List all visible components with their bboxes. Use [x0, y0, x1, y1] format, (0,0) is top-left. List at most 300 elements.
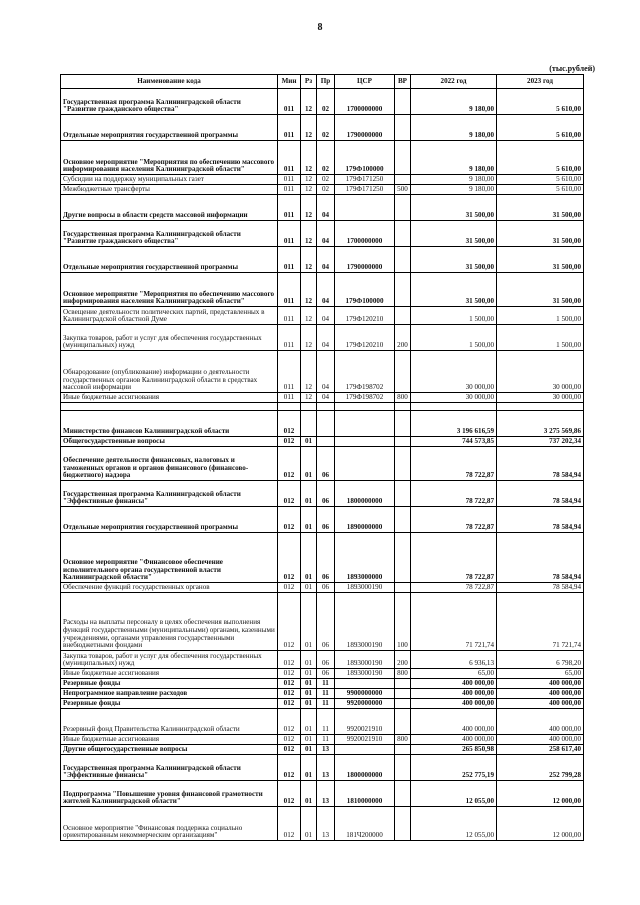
row-min: 011: [278, 325, 301, 351]
table-row: [61, 393, 584, 403]
table-row: [61, 89, 584, 115]
row-rz: 12: [301, 141, 317, 175]
row-csr: 179Ф171250: [335, 185, 395, 195]
row-pr: 02: [317, 141, 335, 175]
row-amount-2022: 9 180,00: [411, 175, 497, 185]
row-pr: 11: [317, 679, 335, 689]
table-row: [61, 533, 584, 583]
table-row: [61, 755, 584, 781]
row-amount-2022: 12 055,00: [411, 807, 497, 841]
row-vr: [395, 689, 411, 699]
row-csr: 1893000190: [335, 593, 395, 651]
row-name: Иные бюджетные ассигнования: [61, 669, 278, 679]
row-pr: [317, 437, 335, 447]
row-csr: 9900000000: [335, 689, 395, 699]
row-csr: 1893000190: [335, 583, 395, 593]
row-csr: 179Ф198702: [335, 351, 395, 393]
row-amount-2023: 78 584,94: [497, 507, 584, 533]
row-vr: [395, 679, 411, 689]
row-min: 011: [278, 141, 301, 175]
row-csr: [335, 411, 395, 437]
row-amount-2022: 31 500,00: [411, 247, 497, 273]
row-min: 012: [278, 411, 301, 437]
row-rz: 01: [301, 651, 317, 669]
row-vr: 500: [395, 185, 411, 195]
row-amount-2022: 65,00: [411, 669, 497, 679]
row-rz: 01: [301, 699, 317, 709]
table-row: [61, 807, 584, 841]
row-amount-2022: 12 055,00: [411, 781, 497, 807]
row-csr: 1893000190: [335, 669, 395, 679]
row-rz: 12: [301, 221, 317, 247]
row-amount-2022: 78 722,87: [411, 533, 497, 583]
row-pr: 06: [317, 669, 335, 679]
row-min: 012: [278, 735, 301, 745]
row-csr: 1700000000: [335, 89, 395, 115]
row-name: Резервный фонд Правительства Калининградской области: [61, 709, 278, 735]
row-amount-2023: 71 721,74: [497, 593, 584, 651]
row-name: Иные бюджетные ассигнования: [61, 393, 278, 403]
table-row: [61, 411, 584, 437]
row-name: Непрограммное направление расходов: [61, 689, 278, 699]
row-name: Обеспечение деятельности финансовых, налоговых и таможенных органов и органов финансового (финансово-бюджетного) надзора: [61, 447, 278, 481]
row-vr: [395, 307, 411, 325]
row-vr: [395, 273, 411, 307]
row-amount-2022: 6 936,13: [411, 651, 497, 669]
row-rz: 01: [301, 745, 317, 755]
row-name: Министерство финансов Калининградской области: [61, 411, 278, 437]
table-header: [61, 75, 584, 89]
table-row: [61, 735, 584, 745]
row-min: 012: [278, 447, 301, 481]
row-name: Субсидии на поддержку муниципальных газет: [61, 175, 278, 185]
header-name: Наименование кода: [61, 75, 278, 89]
row-name: Закупка товаров, работ и услуг для обеспечения государственных (муниципальных) нужд: [61, 651, 278, 669]
row-vr: [395, 781, 411, 807]
table-row: [61, 221, 584, 247]
header-pr: Пр: [317, 75, 335, 89]
row-csr: [335, 437, 395, 447]
row-amount-2022: 78 722,87: [411, 583, 497, 593]
row-rz: 01: [301, 669, 317, 679]
row-amount-2023: 737 202,34: [497, 437, 584, 447]
spacer-cell: [335, 403, 395, 411]
row-csr: 1800000000: [335, 755, 395, 781]
row-vr: [395, 89, 411, 115]
spacer-cell: [61, 403, 278, 411]
row-rz: 12: [301, 393, 317, 403]
row-pr: 04: [317, 351, 335, 393]
row-amount-2022: 9 180,00: [411, 89, 497, 115]
row-rz: 01: [301, 437, 317, 447]
row-name: Основное мероприятие "Финансовая поддержка социально ориентированным некоммерческим организациям": [61, 807, 278, 841]
table-row: [61, 507, 584, 533]
table-row: [61, 709, 584, 735]
row-amount-2022: 31 500,00: [411, 221, 497, 247]
row-vr: [395, 533, 411, 583]
spacer-cell: [317, 403, 335, 411]
row-amount-2022: 9 180,00: [411, 115, 497, 141]
row-amount-2022: 30 000,00: [411, 351, 497, 393]
row-amount-2022: 1 500,00: [411, 325, 497, 351]
row-name: Резервные фонды: [61, 699, 278, 709]
table-row: [61, 195, 584, 221]
row-amount-2023: 5 610,00: [497, 115, 584, 141]
row-min: 012: [278, 437, 301, 447]
table-row: [61, 583, 584, 593]
row-csr: [335, 447, 395, 481]
table-row: [61, 307, 584, 325]
row-vr: [395, 481, 411, 507]
table-row: [61, 699, 584, 709]
row-amount-2023: 31 500,00: [497, 273, 584, 307]
row-name: Другие общегосударственные вопросы: [61, 745, 278, 755]
row-rz: 01: [301, 583, 317, 593]
row-min: 011: [278, 307, 301, 325]
row-pr: 06: [317, 507, 335, 533]
row-rz: 12: [301, 247, 317, 273]
table-row: [61, 781, 584, 807]
row-name: Освещение деятельности политических партий, представленных в Калининградской областной Думе: [61, 307, 278, 325]
row-csr: 1893000190: [335, 651, 395, 669]
row-amount-2023: 258 617,40: [497, 745, 584, 755]
row-vr: [395, 709, 411, 735]
row-amount-2023: 78 584,94: [497, 447, 584, 481]
row-pr: 13: [317, 781, 335, 807]
row-amount-2023: 30 000,00: [497, 393, 584, 403]
row-pr: 04: [317, 273, 335, 307]
row-csr: 179Ф171250: [335, 175, 395, 185]
table-row: [61, 437, 584, 447]
row-vr: 800: [395, 735, 411, 745]
row-rz: 01: [301, 679, 317, 689]
row-name: Другие вопросы в области средств массовой информации: [61, 195, 278, 221]
row-rz: 01: [301, 807, 317, 841]
row-min: 011: [278, 175, 301, 185]
row-vr: [395, 745, 411, 755]
row-vr: [395, 437, 411, 447]
row-name: Основное мероприятие "Мероприятия по обеспечению массового информирования населения Калининградской области": [61, 273, 278, 307]
row-amount-2023: 1 500,00: [497, 325, 584, 351]
table-row: [61, 689, 584, 699]
row-amount-2023: 400 000,00: [497, 679, 584, 689]
table-row: [61, 115, 584, 141]
row-pr: 11: [317, 735, 335, 745]
row-rz: 01: [301, 689, 317, 699]
spacer-cell: [395, 403, 411, 411]
row-vr: [395, 807, 411, 841]
spacer-cell: [278, 403, 301, 411]
row-name: Обеспечение функций государственных органов: [61, 583, 278, 593]
row-name: Общегосударственные вопросы: [61, 437, 278, 447]
row-amount-2022: 3 196 616,59: [411, 411, 497, 437]
row-amount-2022: 400 000,00: [411, 689, 497, 699]
header-rz: Рз: [301, 75, 317, 89]
row-min: 012: [278, 507, 301, 533]
row-csr: 179Ф120210: [335, 307, 395, 325]
page-number: 8: [317, 22, 323, 33]
table-row: [61, 447, 584, 481]
row-vr: [395, 351, 411, 393]
spacer-cell: [301, 403, 317, 411]
table-body: [61, 89, 584, 841]
row-rz: [301, 411, 317, 437]
row-name: Иные бюджетные ассигнования: [61, 735, 278, 745]
row-amount-2023: 12 000,00: [497, 781, 584, 807]
row-name: Государственная программа Калининградской области "Эффективные финансы": [61, 755, 278, 781]
row-pr: 06: [317, 447, 335, 481]
row-rz: 01: [301, 507, 317, 533]
table-row: [61, 141, 584, 175]
row-min: 011: [278, 221, 301, 247]
row-min: 011: [278, 185, 301, 195]
row-vr: [395, 195, 411, 221]
units-label: (тыс.рублей): [549, 64, 595, 73]
header-csr: ЦСР: [335, 75, 395, 89]
table-row: [61, 185, 584, 195]
row-amount-2022: 78 722,87: [411, 447, 497, 481]
row-vr: [395, 411, 411, 437]
spacer-cell: [497, 403, 584, 411]
row-csr: 1890000000: [335, 507, 395, 533]
row-csr: 1700000000: [335, 221, 395, 247]
row-name: Отдельные мероприятия государственной программы: [61, 507, 278, 533]
row-name: Обнародование (опубликование) информации о деятельности государственных органов Калининградской области в средствах массовой информации: [61, 351, 278, 393]
row-amount-2022: 78 722,87: [411, 481, 497, 507]
row-amount-2023: 5 610,00: [497, 141, 584, 175]
row-min: 011: [278, 351, 301, 393]
row-csr: 1790000000: [335, 247, 395, 273]
row-rz: 12: [301, 195, 317, 221]
row-amount-2022: 744 573,85: [411, 437, 497, 447]
row-csr: [335, 679, 395, 689]
row-vr: [395, 447, 411, 481]
row-amount-2023: 5 610,00: [497, 185, 584, 195]
row-amount-2023: 78 584,94: [497, 583, 584, 593]
row-pr: 04: [317, 307, 335, 325]
row-amount-2023: 31 500,00: [497, 221, 584, 247]
row-pr: 02: [317, 185, 335, 195]
table-row: [61, 593, 584, 651]
row-min: 012: [278, 709, 301, 735]
spacer-row: [61, 403, 584, 411]
row-amount-2023: 6 798,20: [497, 651, 584, 669]
row-amount-2023: 400 000,00: [497, 709, 584, 735]
row-csr: 1810000000: [335, 781, 395, 807]
row-csr: 179Ф100000: [335, 141, 395, 175]
row-amount-2023: 400 000,00: [497, 689, 584, 699]
row-pr: 04: [317, 325, 335, 351]
row-pr: 04: [317, 195, 335, 221]
row-pr: [317, 411, 335, 437]
row-pr: 06: [317, 593, 335, 651]
row-name: Основное мероприятие "Финансовое обеспечение исполнительного органа государственной власти Калининградской области": [61, 533, 278, 583]
row-vr: [395, 755, 411, 781]
row-csr: 1790000000: [335, 115, 395, 141]
row-rz: 12: [301, 175, 317, 185]
row-min: 011: [278, 247, 301, 273]
row-vr: 200: [395, 325, 411, 351]
row-min: 012: [278, 755, 301, 781]
row-name: Расходы на выплаты персоналу в целях обеспечения выполнения функций государственными (муниципальными) органами, казенными учреждениями, органами управления государственными внебюджетными фондами: [61, 593, 278, 651]
row-pr: 13: [317, 755, 335, 781]
row-amount-2023: 12 000,00: [497, 807, 584, 841]
row-csr: 179Ф198702: [335, 393, 395, 403]
row-vr: [395, 699, 411, 709]
row-min: 011: [278, 89, 301, 115]
row-amount-2022: 9 180,00: [411, 185, 497, 195]
row-name: Подпрограмма "Повышение уровня финансовой грамотности жителей Калининградской области": [61, 781, 278, 807]
row-amount-2023: 400 000,00: [497, 735, 584, 745]
row-rz: 12: [301, 185, 317, 195]
header-vr: ВР: [395, 75, 411, 89]
row-vr: 800: [395, 393, 411, 403]
row-pr: 13: [317, 807, 335, 841]
table-row: [61, 481, 584, 507]
row-amount-2022: 252 775,19: [411, 755, 497, 781]
row-min: 012: [278, 689, 301, 699]
row-amount-2023: 5 610,00: [497, 175, 584, 185]
row-name: Закупка товаров, работ и услуг для обеспечения государственных (муниципальных) нужд: [61, 325, 278, 351]
row-vr: 200: [395, 651, 411, 669]
spacer-cell: [411, 403, 497, 411]
row-amount-2022: 78 722,87: [411, 507, 497, 533]
row-min: 012: [278, 669, 301, 679]
row-rz: 01: [301, 755, 317, 781]
row-amount-2023: 65,00: [497, 669, 584, 679]
header-2022: 2022 год: [411, 75, 497, 89]
table-row: [61, 325, 584, 351]
row-amount-2022: 71 721,74: [411, 593, 497, 651]
row-amount-2022: 400 000,00: [411, 679, 497, 689]
row-amount-2023: 5 610,00: [497, 89, 584, 115]
row-csr: 9920021910: [335, 735, 395, 745]
row-vr: [395, 583, 411, 593]
row-min: 011: [278, 115, 301, 141]
row-min: 011: [278, 195, 301, 221]
row-vr: [395, 221, 411, 247]
row-vr: [395, 115, 411, 141]
row-csr: [335, 195, 395, 221]
row-pr: 06: [317, 583, 335, 593]
row-min: 012: [278, 745, 301, 755]
row-min: 011: [278, 393, 301, 403]
row-pr: 11: [317, 699, 335, 709]
row-vr: [395, 507, 411, 533]
row-amount-2023: 78 584,94: [497, 481, 584, 507]
row-rz: 12: [301, 89, 317, 115]
row-min: 012: [278, 699, 301, 709]
row-csr: 9920021910: [335, 709, 395, 735]
row-rz: 01: [301, 481, 317, 507]
row-rz: 12: [301, 273, 317, 307]
table-row: [61, 351, 584, 393]
row-min: 012: [278, 651, 301, 669]
row-amount-2023: 78 584,94: [497, 533, 584, 583]
row-pr: 02: [317, 115, 335, 141]
row-amount-2022: 400 000,00: [411, 699, 497, 709]
table-row: [61, 679, 584, 689]
row-name: Государственная программа Калининградской области "Эффективные финансы": [61, 481, 278, 507]
row-csr: [335, 745, 395, 755]
row-amount-2022: 31 500,00: [411, 273, 497, 307]
row-rz: 01: [301, 593, 317, 651]
budget-table: [60, 74, 584, 841]
table-row: [61, 175, 584, 185]
row-name: Государственная программа Калининградской области "Развитие гражданского общества": [61, 89, 278, 115]
row-min: 012: [278, 593, 301, 651]
row-min: 012: [278, 679, 301, 689]
table-row: [61, 247, 584, 273]
row-csr: 179Ф100000: [335, 273, 395, 307]
row-amount-2022: 400 000,00: [411, 735, 497, 745]
row-amount-2022: 31 500,00: [411, 195, 497, 221]
row-amount-2023: 1 500,00: [497, 307, 584, 325]
row-pr: 02: [317, 175, 335, 185]
row-name: Отдельные мероприятия государственной программы: [61, 115, 278, 141]
table-row: [61, 669, 584, 679]
row-name: Основное мероприятие "Мероприятия по обеспечению массового информирования населения Калининградской области": [61, 141, 278, 175]
row-rz: 12: [301, 325, 317, 351]
row-amount-2022: 265 850,98: [411, 745, 497, 755]
row-vr: [395, 247, 411, 273]
row-vr: 100: [395, 593, 411, 651]
row-csr: 1893000000: [335, 533, 395, 583]
row-amount-2023: 31 500,00: [497, 195, 584, 221]
row-pr: 04: [317, 393, 335, 403]
row-rz: 12: [301, 307, 317, 325]
row-rz: 01: [301, 781, 317, 807]
row-min: 012: [278, 481, 301, 507]
row-pr: 06: [317, 651, 335, 669]
row-rz: 12: [301, 351, 317, 393]
row-pr: 06: [317, 481, 335, 507]
row-csr: 1800000000: [335, 481, 395, 507]
row-pr: 06: [317, 533, 335, 583]
row-name: Резервные фонды: [61, 679, 278, 689]
row-pr: 02: [317, 89, 335, 115]
row-amount-2022: 30 000,00: [411, 393, 497, 403]
row-pr: 11: [317, 709, 335, 735]
table-row: [61, 273, 584, 307]
row-min: 012: [278, 583, 301, 593]
row-min: 011: [278, 273, 301, 307]
row-rz: 01: [301, 709, 317, 735]
row-name: Государственная программа Калининградской области "Развитие гражданского общества": [61, 221, 278, 247]
row-min: 012: [278, 781, 301, 807]
row-min: 012: [278, 807, 301, 841]
row-amount-2023: 400 000,00: [497, 699, 584, 709]
row-rz: 01: [301, 735, 317, 745]
row-vr: [395, 141, 411, 175]
row-amount-2022: 400 000,00: [411, 709, 497, 735]
row-csr: 181Ч200000: [335, 807, 395, 841]
row-amount-2022: 1 500,00: [411, 307, 497, 325]
row-vr: [395, 175, 411, 185]
row-amount-2022: 9 180,00: [411, 141, 497, 175]
row-vr: 800: [395, 669, 411, 679]
row-csr: 9920000000: [335, 699, 395, 709]
row-name: Межбюджетные трансферты: [61, 185, 278, 195]
row-pr: 13: [317, 745, 335, 755]
row-min: 012: [278, 533, 301, 583]
header-2023: 2023 год: [497, 75, 584, 89]
row-amount-2023: 3 275 569,86: [497, 411, 584, 437]
row-rz: 12: [301, 115, 317, 141]
row-pr: 04: [317, 221, 335, 247]
table-row: [61, 745, 584, 755]
header-min: Мин: [278, 75, 301, 89]
